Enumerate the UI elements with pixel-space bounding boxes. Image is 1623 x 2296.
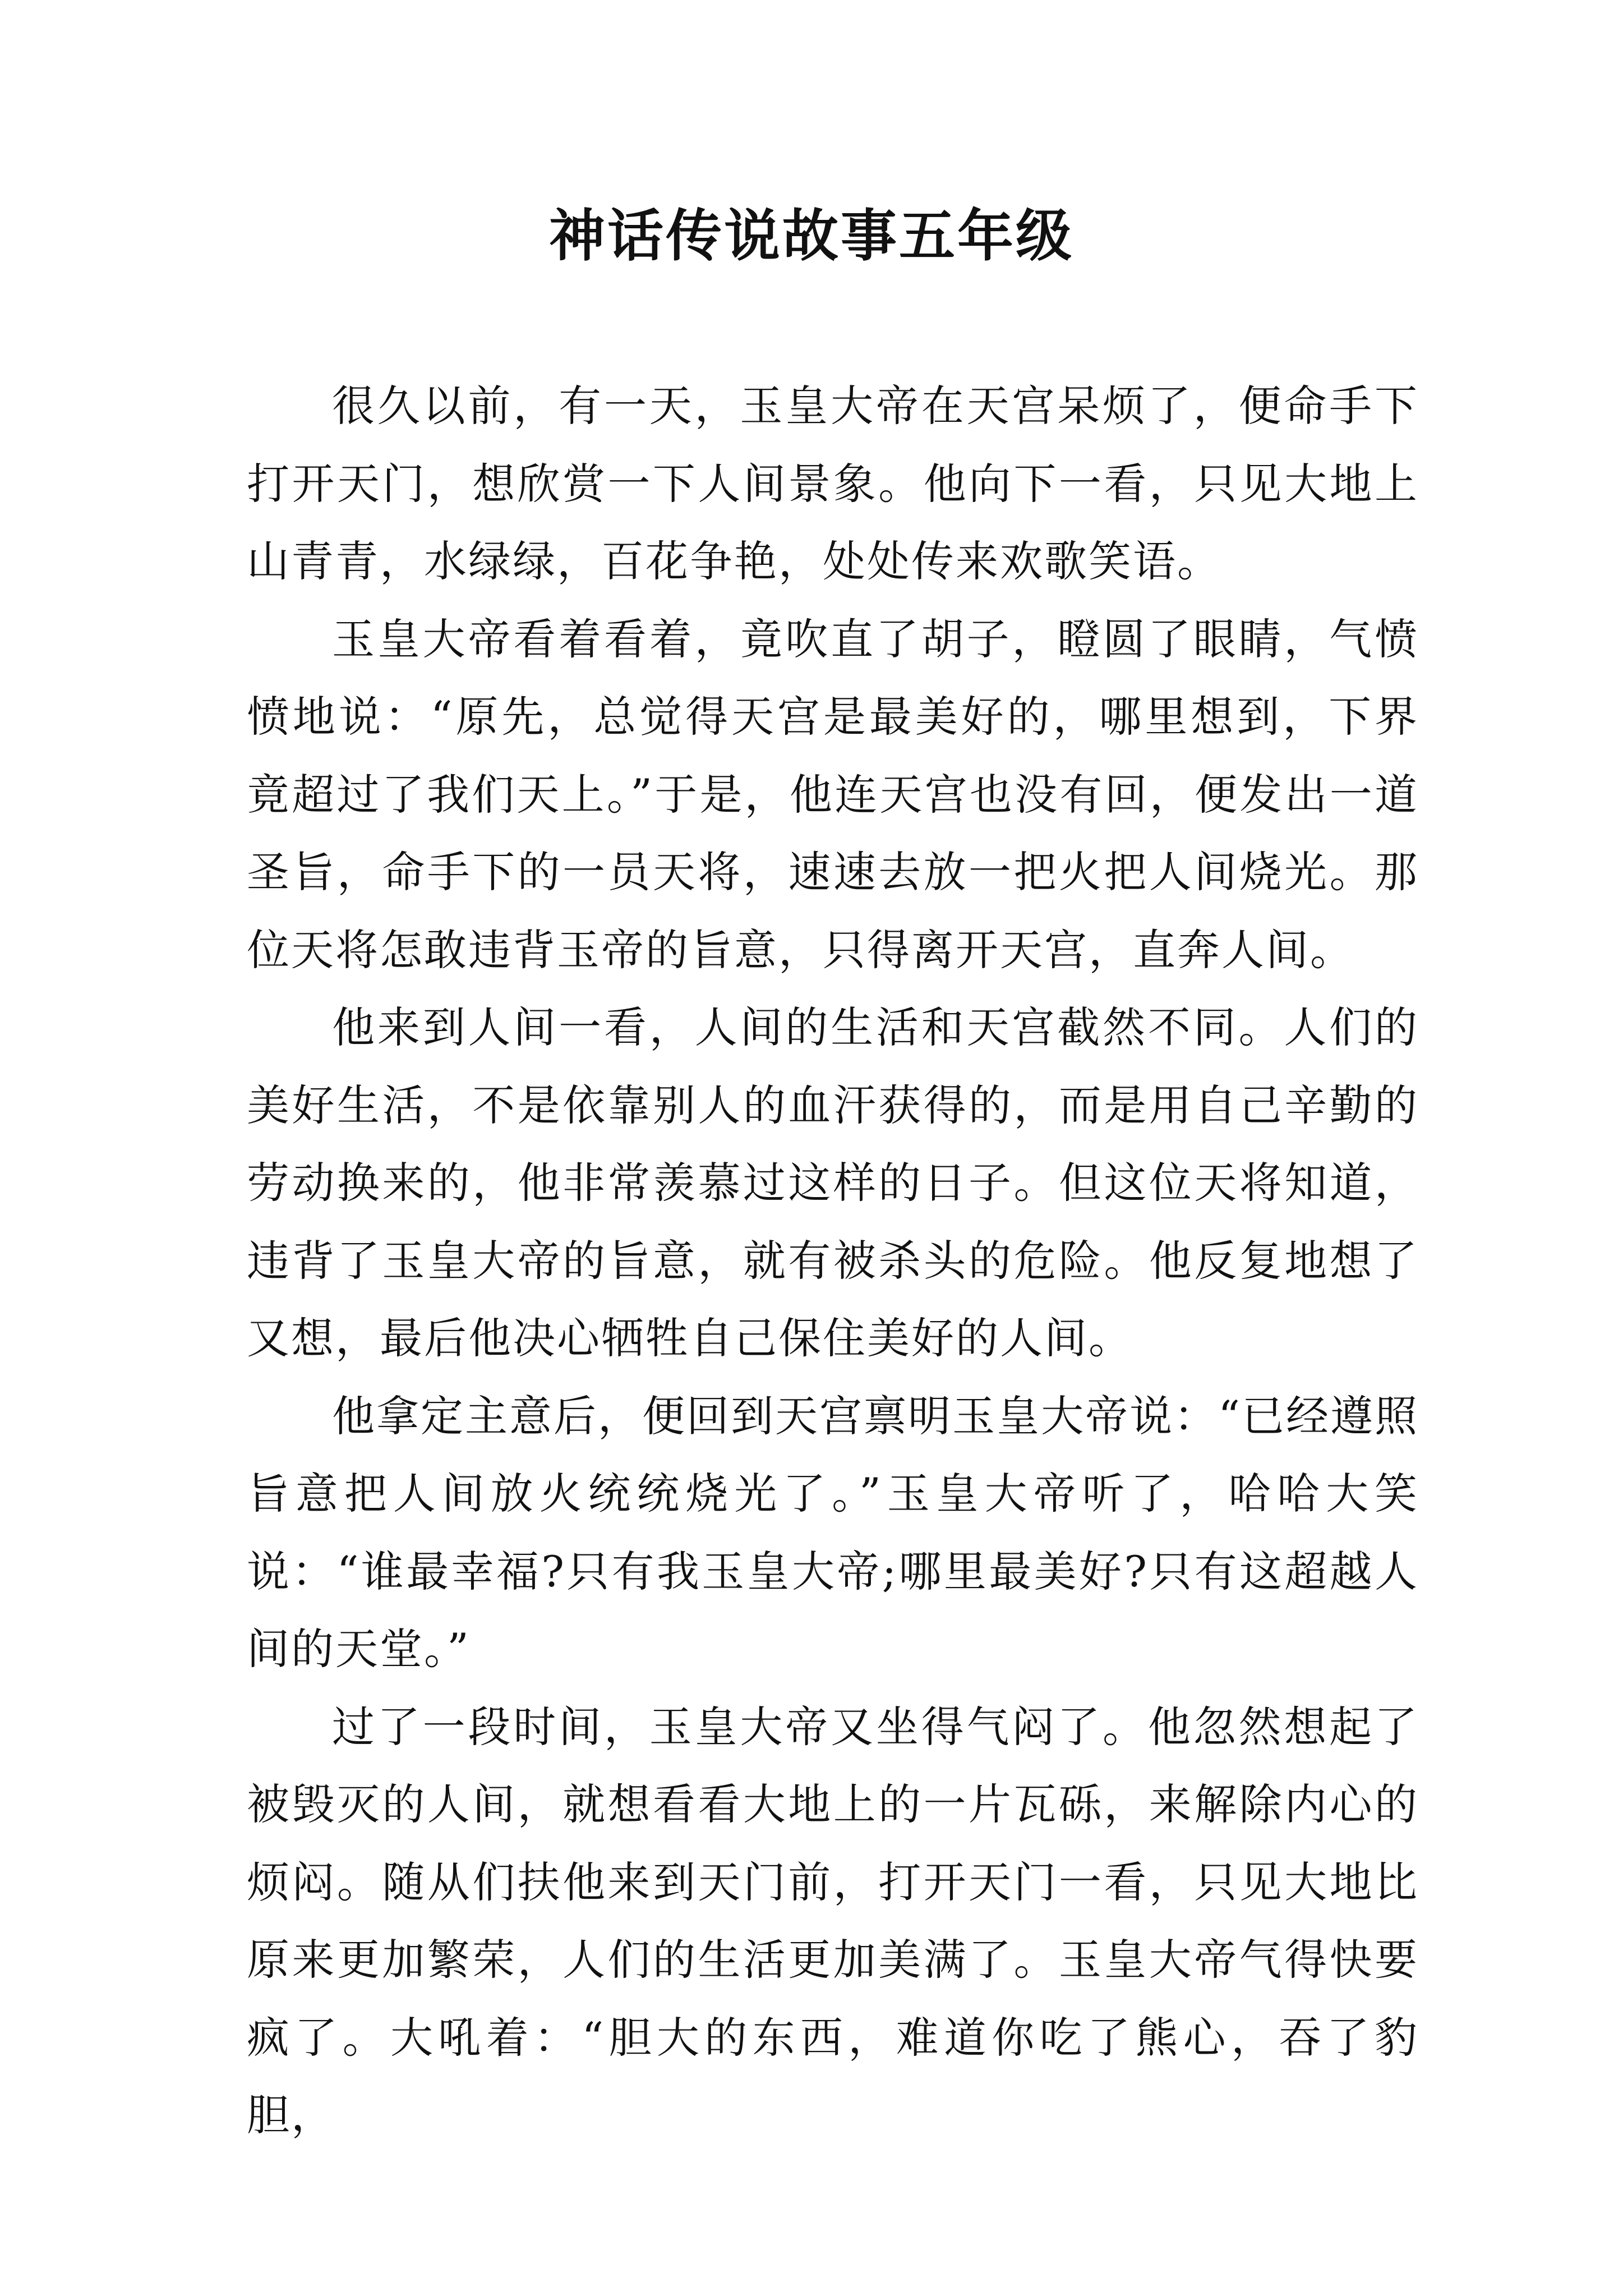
document-title: 神话传说故事五年级 bbox=[549, 203, 1074, 269]
document-body bbox=[247, 367, 1419, 2155]
paragraph: 他来到人间一看，人间的生活和天宫截然不同。人们的美好生活，不是依靠别人的血汗获得的，而是用自己辛勤的劳动换来的，他非常羡慕过这样的日子。但这位天将知道，违背了玉皇大帝的旨意，就有被杀头的危险。他反复地想了又想，最后他决心牺牲自己保住美好的人间。 bbox=[247, 1002, 1419, 1363]
paragraph: 过了一段时间，玉皇大帝又坐得气闷了。他忽然想起了被毁灭的人间，就想看看大地上的一片瓦砾，来解除内心的烦闷。随从们扶他来到天门前，打开天门一看，只见大地比原来更加繁荣，人们的生活更加美满了。玉皇大帝气得快要疯了。大吼着：“胆大的东西，难道你吃了熊心，吞了豹胆， bbox=[247, 1701, 1419, 2140]
paragraph: 很久以前，有一天，玉皇大帝在天宫呆烦了，便命手下打开天门，想欣赏一下人间景象。他向下一看，只见大地上山青青，水绿绿，百花争艳，处处传来欢歌笑语。 bbox=[247, 381, 1419, 586]
paragraph: 玉皇大帝看着看着，竟吹直了胡子，瞪圆了眼睛，气愤愤地说：“原先，总觉得天宫是最美好的，哪里想到，下界竟超过了我们天上。”于是，他连天宫也没有回，便发出一道圣旨，命手下的一员天将，速速去放一把火把人间烧光。那位天将怎敢违背玉帝的旨意，只得离开天宫，直奔人间。 bbox=[247, 614, 1419, 975]
paragraph: 他拿定主意后，便回到天宫禀明玉皇大帝说：“已经遵照旨意把人间放火统统烧光了。”玉皇大帝听了，哈哈大笑说：“谁最幸福?只有我玉皇大帝;哪里最美好?只有这超越人间的天堂。” bbox=[247, 1391, 1419, 1674]
